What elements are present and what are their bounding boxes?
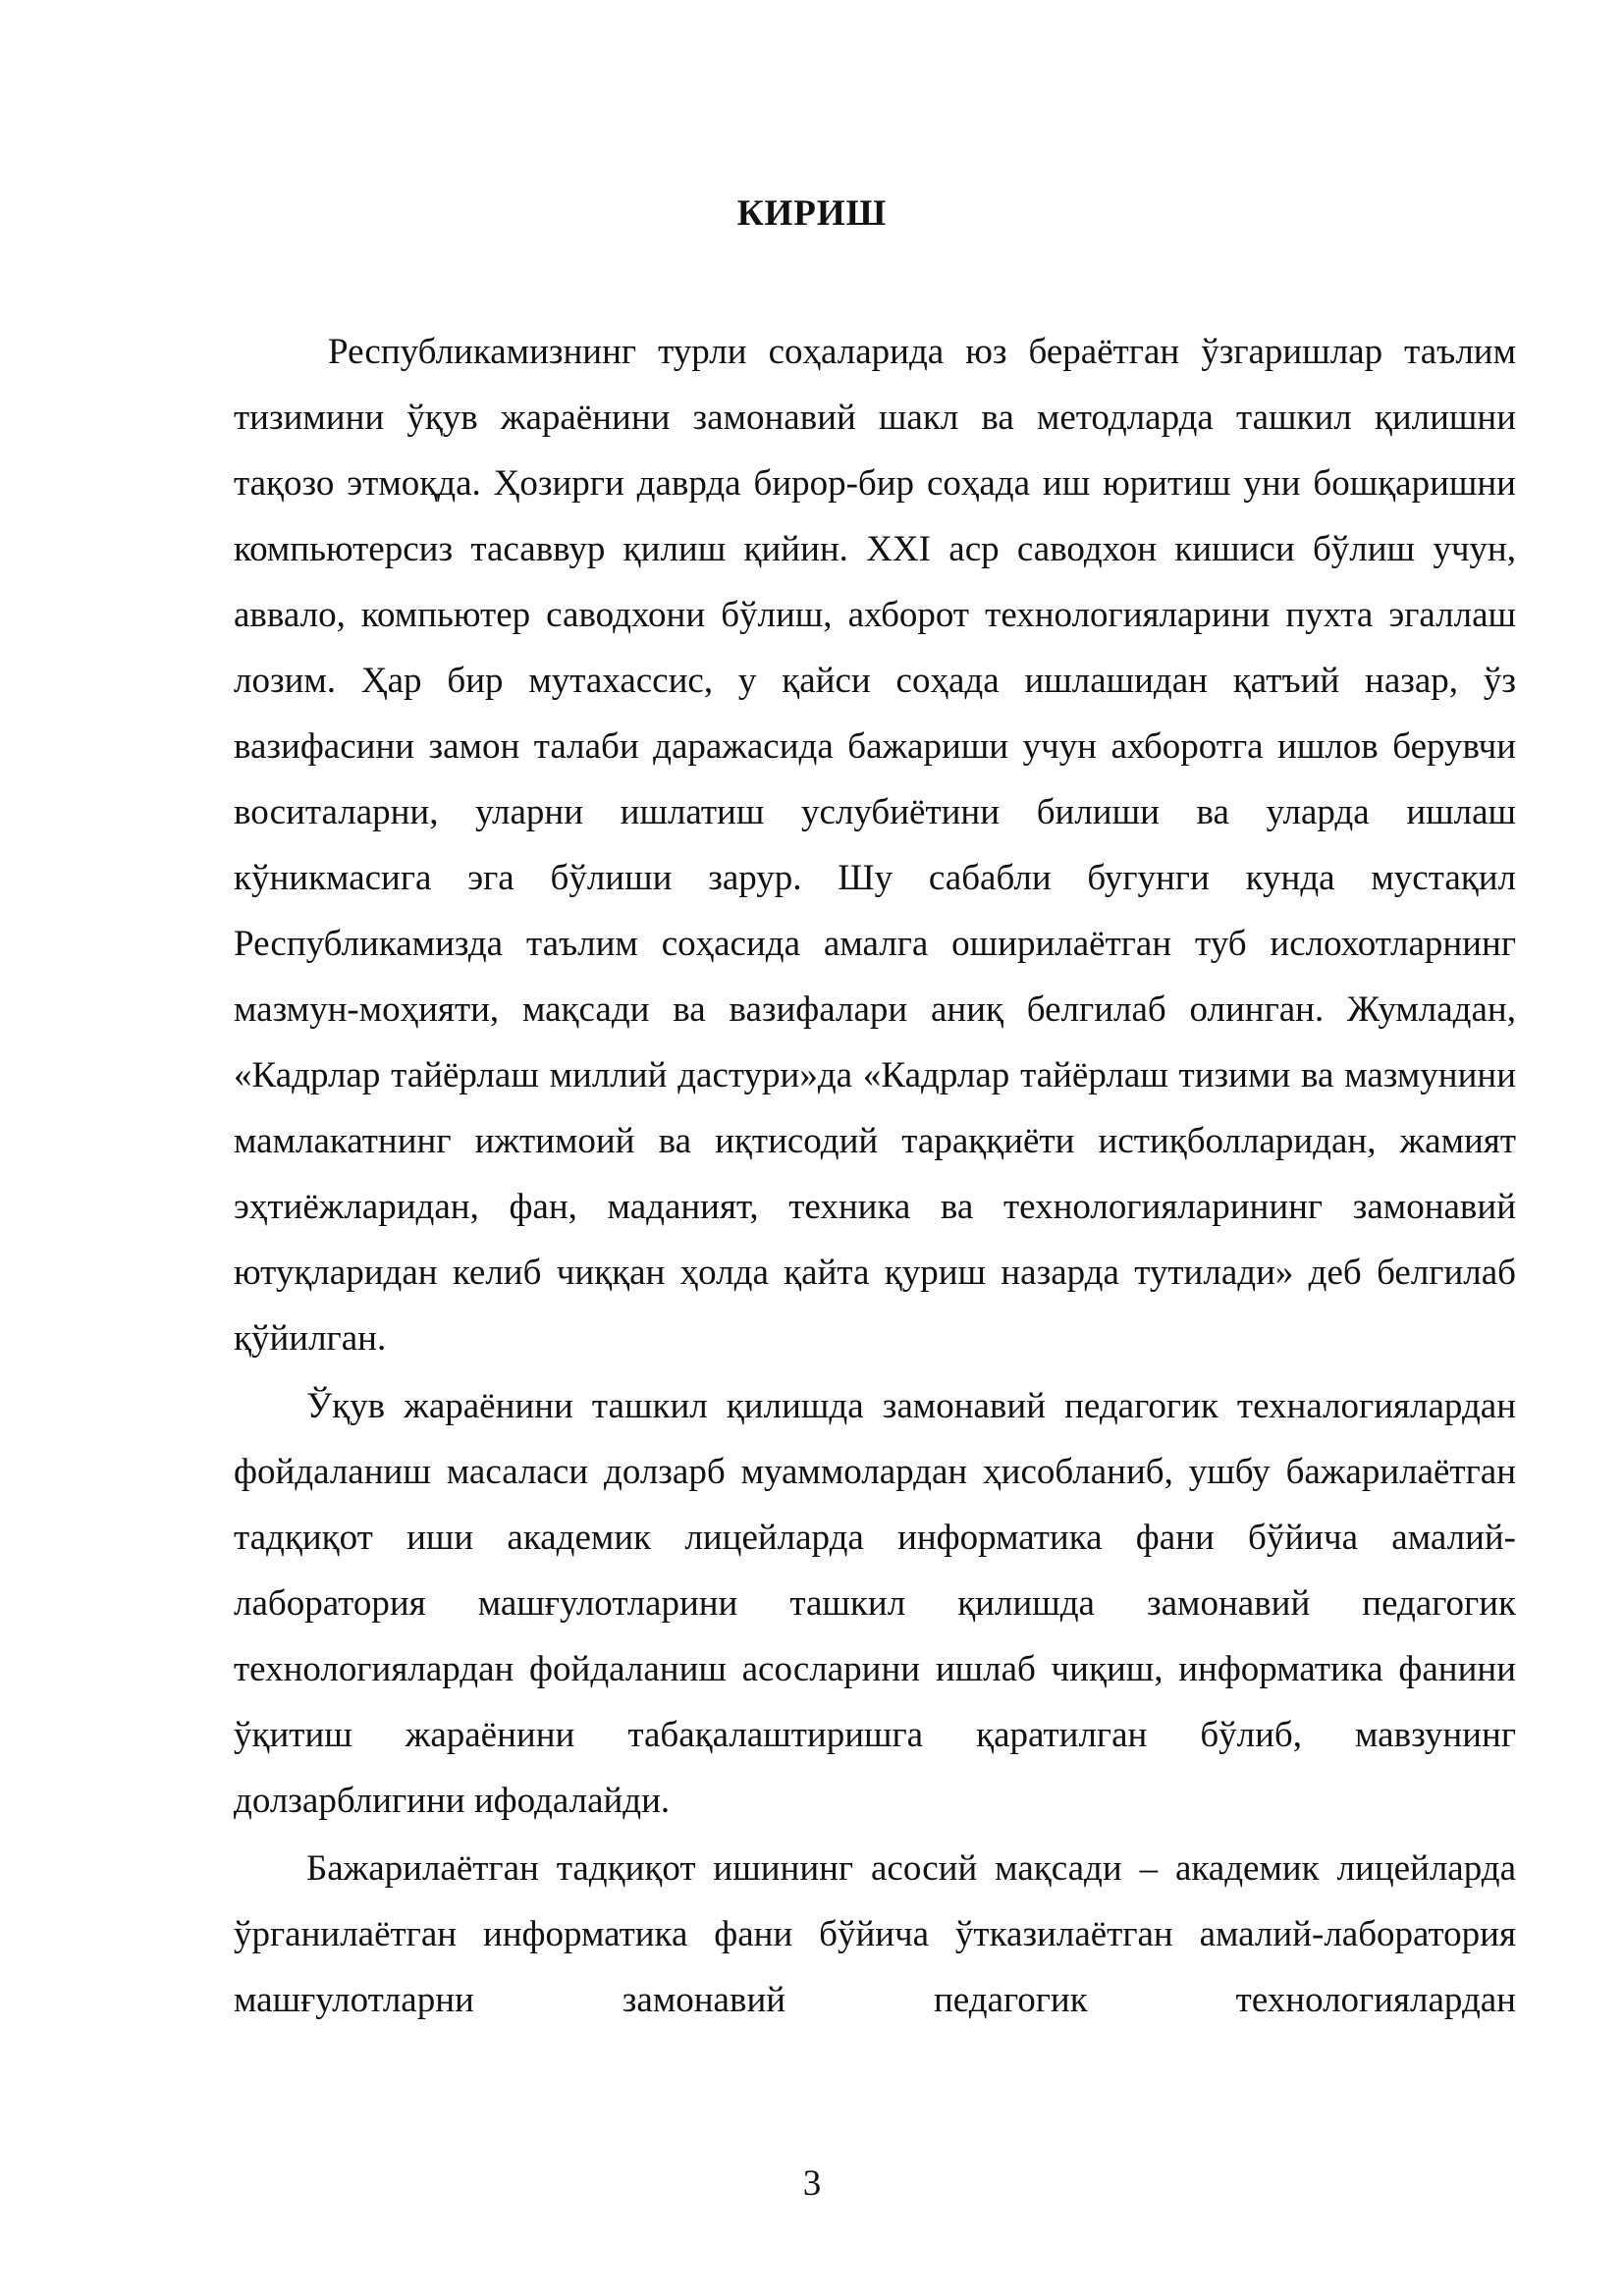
paragraph-2: Ўқув жараёнини ташкил қилишда замонавий педагогик техналогиялардан фойдаланиш масаласи долзарб муаммолардан ҳисобланиб, ушбу бажарилаётган тадқиқот иши академик лицейларда информатика фани бўйича амалий-лаборатория машғулотларини ташкил қилишда замонавий педагогик технологиялардан фойдаланиш асосларини ишлаб чиқиш, информатика фанини ўқитиш жараёнини табақалаштиришга қаратилган бўлиб, мавзунинг долзарблигини ифодалайди. [234, 1386, 1516, 1821]
paragraph-3: Бажарилаётган тадқиқот ишининг асосий мақсади – академик лицейларда ўрганилаётган информатика фани бўйича ўтказилаётган амалий-лаборатория машғулотларни замонавий педагогик технологиялардан [234, 1848, 1516, 2020]
paragraph-1: Республикамизнинг турли соҳаларида юз бераётган ўзгаришлар таълим тизимини ўқув жараёнини замонавий шакл ва методларда ташкил қилишни тақозо этмоқда. Ҳозирги даврда бирор-бир соҳада иш юритиш уни бошқаришни компьютерсиз тасаввур қилиш қийин. XXI аср саводхон кишиси бўлиш учун, аввало, компьютер саводхони бўлиш, ахборот технологияларини пухта эгаллаш лозим. Ҳар бир мутахассис, у қайси соҳада ишлашидан қатъий назар, ўз вазифасини замон талаби даражасида бажариши учун ахборотга ишлов берувчи воситаларни, уларни ишлатиш услубиётини билиши ва уларда ишлаш кўникмасига эга бўлиши зарур. Шу сабабли бугунги кунда мустақил Республикамизда таълим соҳасида амалга оширилаётган туб ислохотларнинг мазмун-моҳияти, мақсади ва вазифалари аниқ белгилаб олинган. Жумладан, «Кадрлар тайёрлаш миллий дастури»да «Кадрлар тайёрлаш тизими ва мазмунини мамлакатнинг ижтимоий ва иқтисодий тараққиёти истиқболларидан, жамият эҳтиёжларидан, фан, маданият, техника ва технологияларининг замонавий ютуқларидан келиб чиққан ҳолда қайта қуриш назарда тутилади» деб белгилаб қўйилган. [234, 332, 1516, 1359]
page-title: КИРИШ [736, 193, 888, 234]
page-number: 3 [802, 2163, 822, 2204]
body-text [234, 319, 1516, 2033]
